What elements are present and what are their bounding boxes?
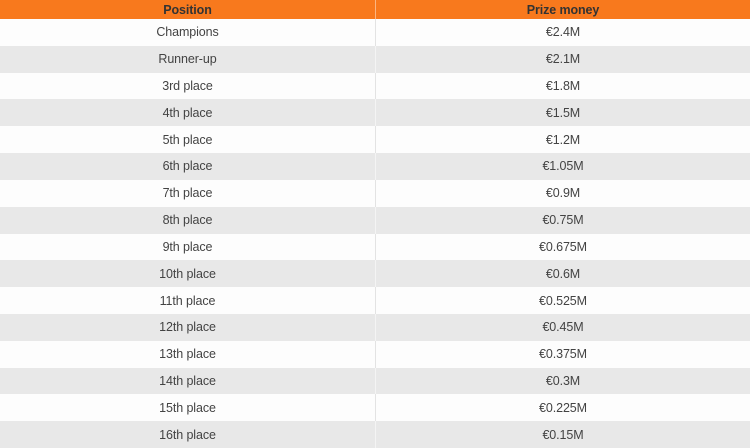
prize-cell: €0.75M — [375, 207, 750, 234]
prize-cell: €2.4M — [375, 19, 750, 46]
table-row — [0, 180, 750, 207]
position-cell: Champions — [156, 25, 219, 40]
table-row — [0, 260, 750, 287]
position-cell: 12th place — [159, 320, 216, 335]
header-position: Position — [163, 2, 212, 17]
position-cell: Runner-up — [158, 52, 217, 67]
table-row — [0, 207, 750, 234]
header-prize-money: Prize money — [375, 0, 750, 19]
prize-cell: €1.2M — [375, 126, 750, 153]
position-cell: 6th place — [162, 159, 213, 174]
position-cell: 4th place — [162, 105, 213, 120]
prize-cell: €0.3M — [375, 368, 750, 395]
prize-cell: €0.525M — [375, 287, 750, 314]
table-row — [0, 19, 750, 46]
table-row — [0, 421, 750, 448]
prize-cell: €0.6M — [375, 260, 750, 287]
table-row — [0, 126, 750, 153]
prize-cell: €0.45M — [375, 314, 750, 341]
table-row — [0, 234, 750, 261]
prize-cell: €1.05M — [375, 153, 750, 180]
table-header-row — [0, 0, 750, 19]
position-cell: 16th place — [159, 427, 216, 442]
prize-cell: €0.15M — [375, 421, 750, 448]
position-cell: 13th place — [159, 347, 216, 362]
table-body — [0, 19, 750, 448]
table-row — [0, 287, 750, 314]
prize-cell: €1.5M — [375, 99, 750, 126]
position-cell: 3rd place — [162, 79, 213, 94]
table-row — [0, 99, 750, 126]
table-row — [0, 368, 750, 395]
table-row — [0, 314, 750, 341]
table-row — [0, 73, 750, 100]
prize-cell: €1.8M — [375, 73, 750, 100]
prize-cell: €0.375M — [375, 341, 750, 368]
position-cell: 10th place — [159, 266, 216, 281]
table-row — [0, 341, 750, 368]
prize-cell: €2.1M — [375, 46, 750, 73]
position-cell: 5th place — [162, 132, 213, 147]
prize-cell: €0.225M — [375, 394, 750, 421]
position-cell: 11th place — [159, 293, 216, 308]
table-row — [0, 153, 750, 180]
table-row — [0, 394, 750, 421]
position-cell: 7th place — [162, 186, 213, 201]
position-cell: 15th place — [159, 400, 216, 415]
position-cell: 14th place — [159, 373, 216, 388]
prize-cell: €0.9M — [375, 180, 750, 207]
position-cell: 8th place — [162, 213, 213, 228]
table-row — [0, 46, 750, 73]
position-cell: 9th place — [162, 239, 213, 254]
prize-cell: €0.675M — [375, 234, 750, 261]
